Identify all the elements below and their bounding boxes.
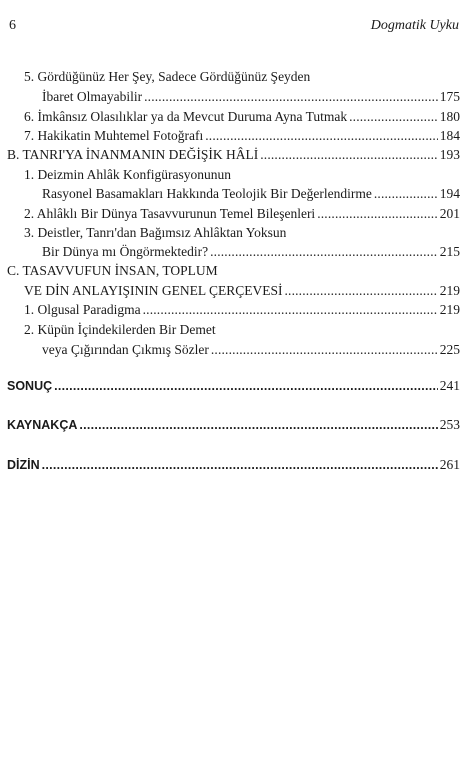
toc-page-number: 184: [439, 128, 460, 143]
dot-leader: [210, 242, 438, 262]
toc-entry-6: [24, 107, 460, 127]
toc-page-number: 219: [439, 283, 460, 298]
toc-entry-text: 6. İmkânsız Olasılıklar ya da Mevcut Duruma Ayna Tutmak: [24, 109, 348, 124]
toc-entry-b1: [42, 184, 460, 204]
toc-chapter-sonuc: [7, 376, 460, 396]
toc-section-b: [7, 145, 460, 165]
toc-entry-b3: [42, 242, 460, 262]
toc-entry-c2-line1: [24, 320, 216, 340]
toc-entry-text: 2. Küpün İçindekilerden Bir Demet: [24, 322, 216, 337]
dot-leader: [144, 87, 438, 107]
dot-leader: [143, 300, 438, 320]
dot-leader: [284, 281, 437, 301]
toc-entry-text: İbaret Olmayabilir: [42, 89, 143, 104]
toc-entry-7: [24, 126, 460, 146]
toc-page-number: 219: [439, 302, 460, 317]
toc-chapter-title: DİZİN: [7, 458, 40, 472]
toc-section-title: C. TASAVVUFUN İNSAN, TOPLUM: [7, 263, 218, 278]
dot-leader: [54, 376, 438, 396]
toc-chapter-title: KAYNAKÇA: [7, 418, 78, 432]
toc-entry-text: 5. Gördüğünüz Her Şey, Sadece Gördüğünüz Şeyden: [24, 69, 311, 84]
toc-section-title: VE DİN ANLAYIŞININ GENEL ÇERÇEVESİ: [24, 283, 283, 298]
dot-leader: [211, 340, 438, 360]
toc-entry-text: 1. Deizmin Ahlâk Konfigürasyonunun: [24, 167, 231, 182]
toc-chapter-kaynakca: [7, 415, 460, 435]
toc-entry-text: 1. Olgusal Paradigma: [24, 302, 141, 317]
toc-entry-5: [42, 87, 460, 107]
toc-entry-text: Bir Dünya mı Öngörmektedir?: [42, 244, 209, 259]
toc-entry-b3-line1: [24, 223, 286, 243]
toc-page-number: 225: [439, 342, 460, 357]
dot-leader: [260, 145, 438, 165]
toc-page-number: 193: [439, 147, 460, 162]
toc-page-number: 194: [439, 186, 460, 201]
toc-entry-5-line1: [24, 67, 310, 87]
toc-section-title: B. TANRI'YA İNANMANIN DEĞİŞİK HÂLİ: [7, 147, 259, 162]
toc-page-number: 215: [439, 244, 460, 259]
toc-page-number: 241: [439, 378, 460, 393]
toc-entry-text: 2. Ahlâklı Bir Dünya Tasavvurunun Temel Bileşenleri: [24, 206, 316, 221]
dot-leader: [317, 204, 438, 224]
toc-chapter-dizin: [7, 455, 460, 475]
running-title: Dogmatik Uyku: [370, 18, 459, 33]
toc-page-number: 261: [439, 457, 460, 472]
page-number: 6: [9, 18, 16, 33]
toc-section-c-line1: [7, 261, 218, 281]
toc-entry-text: Rasyonel Basamakları Hakkında Teolojik Bir Değerlendirme: [42, 186, 372, 201]
dot-leader: [205, 126, 438, 146]
dot-leader: [79, 415, 437, 435]
dot-leader: [42, 455, 438, 475]
toc-entry-text: 7. Hakikatin Muhtemel Fotoğrafı: [24, 128, 204, 143]
toc-entry-b2: [24, 204, 460, 224]
toc-entry-c2: [42, 340, 460, 360]
toc-entry-c1: [24, 300, 460, 320]
dot-leader: [349, 107, 438, 127]
toc-page-number: 253: [439, 417, 460, 432]
toc-entry-text: veya Çığırından Çıkmış Sözler: [42, 342, 209, 357]
toc-page-number: 201: [439, 206, 460, 221]
toc-page-number: 180: [439, 109, 460, 124]
dot-leader: [374, 184, 438, 204]
toc-chapter-title: SONUÇ: [7, 379, 53, 393]
toc-page-number: 175: [439, 89, 460, 104]
toc-entry-text: 3. Deistler, Tanrı'dan Bağımsız Ahlâktan Yoksun: [24, 225, 287, 240]
toc-section-c: [24, 281, 460, 301]
toc-entry-b1-line1: [24, 165, 231, 185]
